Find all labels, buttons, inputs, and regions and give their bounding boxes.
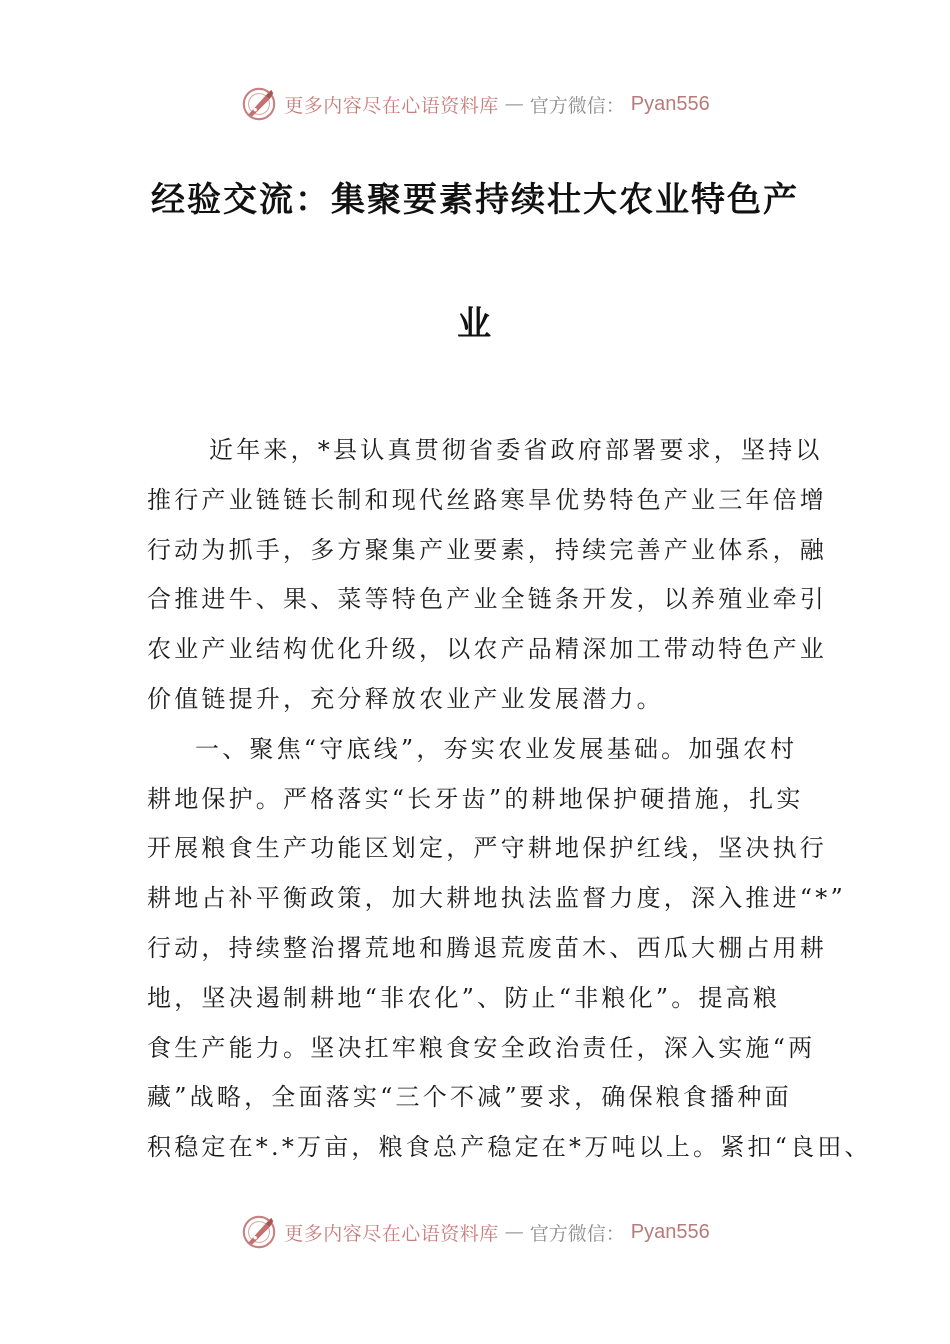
- document-title-line-2: 业: [457, 304, 493, 344]
- body-line: 耕地占补平衡政策，加大耕地执法监督力度，深入推进“*”: [147, 884, 846, 913]
- footer-watermark: [0, 1210, 950, 1254]
- body-line: 地，坚决遏制耕地“非农化”、防止“非粮化”。提高粮: [147, 983, 781, 1012]
- document-body: [147, 426, 872, 1173]
- watermark-main-text: 更多内容尽在心语资料库: [284, 94, 499, 117]
- body-line: 行动为抓手，多方聚集产业要素，持续完善产业体系，融: [147, 535, 827, 564]
- header-watermark: [0, 82, 950, 126]
- body-line: 藏”战略，全面落实“三个不减”要求，确保粮食播种面: [147, 1083, 792, 1112]
- pen-nib-logo-icon: [240, 85, 278, 123]
- body-line: 农业产业结构优化升级，以农产品精深加工带动特色产业: [147, 635, 827, 664]
- watermark-wechat-id: Pyan556: [630, 1220, 710, 1243]
- body-line: 积稳定在*.*万亩，粮食总产稳定在*万吨以上。紧扣“良田、: [147, 1133, 872, 1162]
- body-line: 近年来，*县认真贯彻省委省政府部署要求，坚持以: [209, 436, 823, 464]
- document-title-line-1: 经验交流：集聚要素持续壮大农业特色产: [151, 180, 799, 220]
- watermark-wechat-id: Pyan556: [630, 92, 710, 115]
- body-line: 合推进牛、果、菜等特色产业全链条开发，以养殖业牵引: [147, 585, 827, 614]
- body-line: 耕地保护。严格落实“长牙齿”的耕地保护硬措施，扎实: [147, 784, 804, 813]
- body-line: 推行产业链链长制和现代丝路寒旱优势特色产业三年倍增: [147, 485, 827, 514]
- watermark-wechat-label: 官方微信：: [529, 1222, 625, 1245]
- body-line: 食生产能力。坚决扛牢粮食安全政治责任，深入实施“两: [147, 1033, 816, 1062]
- pen-nib-logo-icon: [240, 1213, 278, 1251]
- watermark-wechat-label: 官方微信：: [529, 94, 625, 117]
- body-line: 一、聚焦“守底线”，夯实农业发展基础。加强农村: [195, 734, 798, 763]
- watermark-separator: —: [504, 93, 524, 115]
- body-line: 开展粮食生产功能区划定，严守耕地保护红线，坚决执行: [147, 834, 827, 863]
- body-line: 行动，持续整治撂荒地和腾退荒废苗木、西瓜大棚占用耕: [147, 933, 827, 962]
- watermark-main-text: 更多内容尽在心语资料库: [284, 1222, 499, 1245]
- body-line: 价值链提升，充分释放农业产业发展潜力。: [147, 684, 664, 713]
- watermark-separator: —: [504, 1221, 524, 1243]
